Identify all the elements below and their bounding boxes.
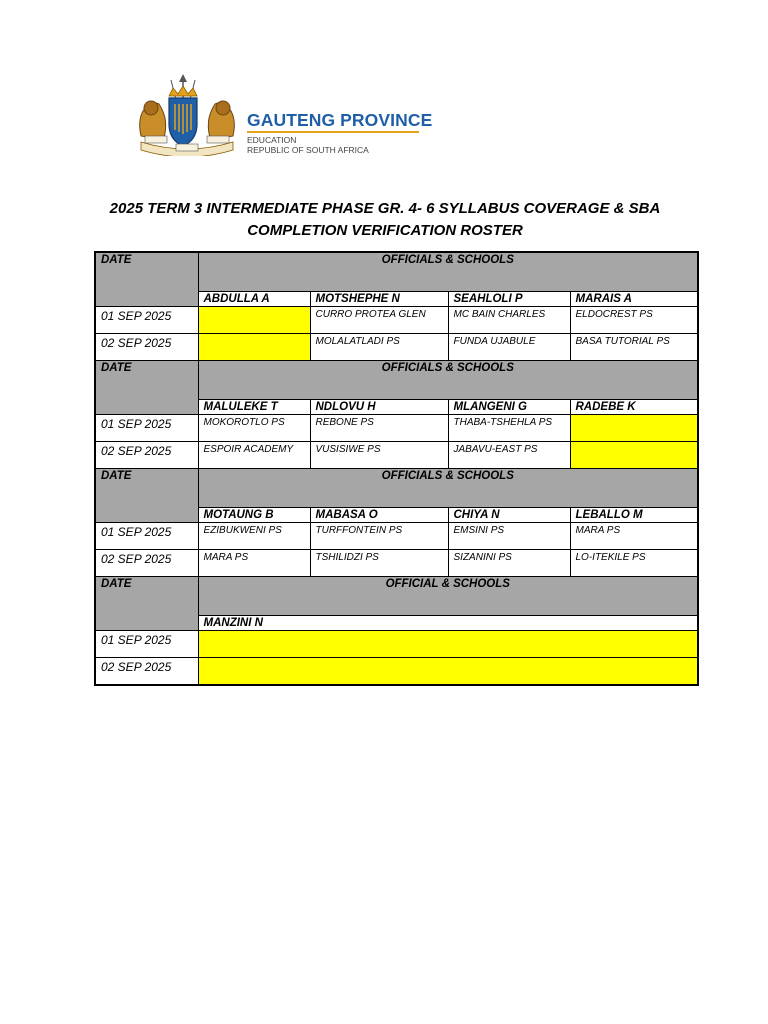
school-cell: VUSISIWE PS xyxy=(310,442,448,469)
logo-divider xyxy=(247,131,419,133)
school-cell: MOLALATLADI PS xyxy=(310,334,448,361)
block-header-row xyxy=(95,469,698,508)
school-cell: FUNDA UJABULE xyxy=(448,334,570,361)
logo-title: GAUTENG PROVINCE xyxy=(247,110,433,130)
document-title xyxy=(60,198,710,242)
date-cell: 02 SEP 2025 xyxy=(95,442,198,469)
official-name: MABASA O xyxy=(310,508,448,523)
officials-header: OFFICIALS & SCHOOLS xyxy=(198,469,698,508)
roster-table xyxy=(94,251,699,686)
block-header-row xyxy=(95,361,698,400)
coat-of-arms-icon xyxy=(133,74,241,156)
school-cell: REBONE PS xyxy=(310,415,448,442)
school-cell: CURRO PROTEA GLEN xyxy=(310,307,448,334)
table-row xyxy=(95,442,698,469)
official-name: MANZINI N xyxy=(198,616,698,631)
official-name: MLANGENI G xyxy=(448,400,570,415)
official-name: MARAIS A xyxy=(570,292,698,307)
table-row xyxy=(95,307,698,334)
school-cell-empty xyxy=(570,442,698,469)
officials-header: OFFICIAL & SCHOOLS xyxy=(198,577,698,616)
date-cell: 02 SEP 2025 xyxy=(95,550,198,577)
table-row xyxy=(95,415,698,442)
official-name: MOTAUNG B xyxy=(198,508,310,523)
date-header: DATE xyxy=(95,361,198,415)
official-name: CHIYA N xyxy=(448,508,570,523)
gauteng-logo xyxy=(133,74,433,156)
date-cell: 02 SEP 2025 xyxy=(95,334,198,361)
officials-header: OFFICIALS & SCHOOLS xyxy=(198,252,698,292)
table-row xyxy=(95,550,698,577)
school-cell: TSHILIDZI PS xyxy=(310,550,448,577)
official-name: ABDULLA A xyxy=(198,292,310,307)
title-line-2: COMPLETION VERIFICATION ROSTER xyxy=(247,222,523,239)
school-cell: JABAVU-EAST PS xyxy=(448,442,570,469)
official-name: NDLOVU H xyxy=(310,400,448,415)
date-cell: 02 SEP 2025 xyxy=(95,658,198,686)
date-cell: 01 SEP 2025 xyxy=(95,631,198,658)
table-row xyxy=(95,658,698,686)
logo-subtitle-country: REPUBLIC OF SOUTH AFRICA xyxy=(247,145,369,155)
table-row xyxy=(95,523,698,550)
block-header-row xyxy=(95,577,698,616)
school-cell-empty xyxy=(198,658,698,686)
block-header-row xyxy=(95,252,698,292)
school-cell: LO-ITEKILE PS xyxy=(570,550,698,577)
school-cell: ESPOIR ACADEMY xyxy=(198,442,310,469)
school-cell: EZIBUKWENI PS xyxy=(198,523,310,550)
school-cell: BASA TUTORIAL PS xyxy=(570,334,698,361)
table-row xyxy=(95,334,698,361)
officials-header: OFFICIALS & SCHOOLS xyxy=(198,361,698,400)
school-cell: MC BAIN CHARLES xyxy=(448,307,570,334)
school-cell: ELDOCREST PS xyxy=(570,307,698,334)
date-cell: 01 SEP 2025 xyxy=(95,523,198,550)
school-cell: MARA PS xyxy=(570,523,698,550)
school-cell: SIZANINI PS xyxy=(448,550,570,577)
school-cell: EMSINI PS xyxy=(448,523,570,550)
official-name: MOTSHEPHE N xyxy=(310,292,448,307)
table-row xyxy=(95,631,698,658)
school-cell-empty xyxy=(198,334,310,361)
title-line-1: 2025 TERM 3 INTERMEDIATE PHASE GR. 4- 6 SYLLABUS COVERAGE & SBA xyxy=(109,200,661,217)
school-cell-empty xyxy=(198,631,698,658)
school-cell: TURFFONTEIN PS xyxy=(310,523,448,550)
logo-subtitle-education: EDUCATION xyxy=(247,135,297,145)
school-cell-empty xyxy=(198,307,310,334)
date-header: DATE xyxy=(95,577,198,631)
date-cell: 01 SEP 2025 xyxy=(95,415,198,442)
date-cell: 01 SEP 2025 xyxy=(95,307,198,334)
date-header: DATE xyxy=(95,469,198,523)
official-name: MALULEKE T xyxy=(198,400,310,415)
school-cell: MOKOROTLO PS xyxy=(198,415,310,442)
school-cell: THABA-TSHEHLA PS xyxy=(448,415,570,442)
logo-text xyxy=(247,110,432,155)
school-cell-empty xyxy=(570,415,698,442)
date-header: DATE xyxy=(95,252,198,307)
school-cell: MARA PS xyxy=(198,550,310,577)
official-name: SEAHLOLI P xyxy=(448,292,570,307)
official-name: RADEBE K xyxy=(570,400,698,415)
official-name: LEBALLO M xyxy=(570,508,698,523)
